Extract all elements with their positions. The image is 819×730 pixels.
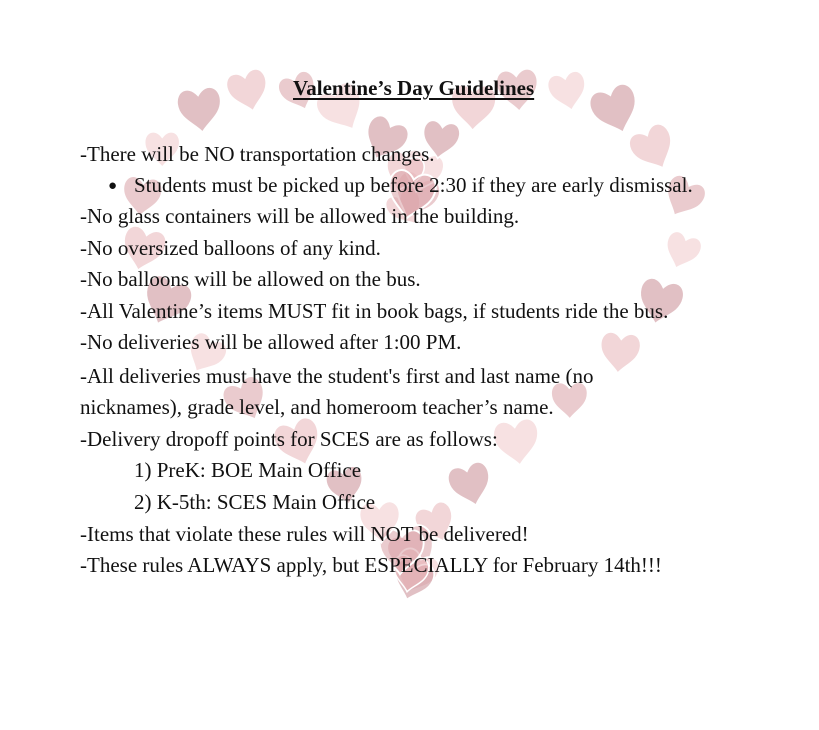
document-title: Valentine’s Day Guidelines — [293, 76, 535, 100]
guideline-book-bags: -All Valentine’s items MUST fit in book bags, if students ride the bus. — [80, 299, 669, 323]
bullet-marker: ● — [108, 178, 118, 194]
guideline-dropoff-heading: -Delivery dropoff points for SCES are as follows: — [80, 427, 498, 451]
guideline-transportation: -There will be NO transportation changes. — [80, 142, 435, 166]
guideline-glass: -No glass containers will be allowed in the building. — [80, 204, 520, 228]
guideline-delivery-name-cont: nicknames), grade level, and homeroom teacher’s name. — [80, 395, 554, 419]
guideline-bullet — [108, 172, 693, 199]
dropoff-point-k5: 2) K-5th: SCES Main Office — [134, 490, 376, 514]
guideline-violations: -Items that violate these rules will NOT be delivered! — [80, 522, 529, 546]
guideline-oversized-balloons: -No oversized balloons of any kind. — [80, 236, 381, 260]
guideline-delivery-name: -All deliveries must have the student's first and last name (no — [80, 364, 594, 388]
guideline-balloons-bus: -No balloons will be allowed on the bus. — [80, 267, 421, 291]
guideline-always-apply: -These rules ALWAYS apply, but ESPECIALLY for February 14th!!! — [80, 553, 662, 577]
guideline-bullet-text: Students must be picked up before 2:30 if they are early dismissal. — [134, 173, 693, 197]
guideline-delivery-time: -No deliveries will be allowed after 1:00 PM. — [80, 330, 462, 354]
dropoff-point-prek: 1) PreK: BOE Main Office — [134, 458, 362, 482]
